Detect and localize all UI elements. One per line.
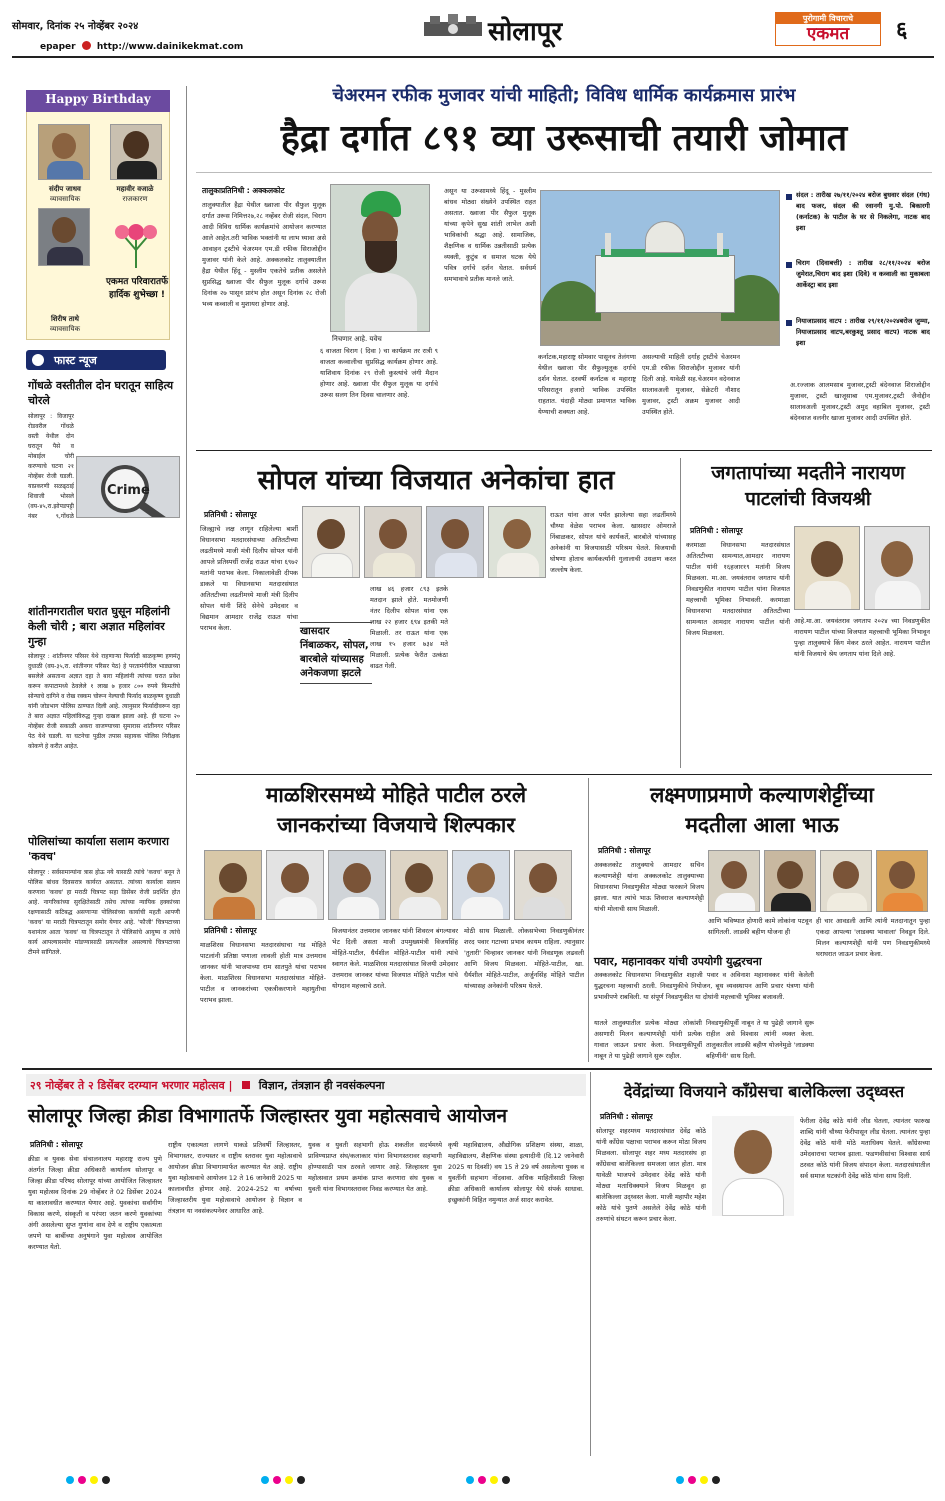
epaper-text: epaper (40, 42, 76, 52)
fast-news-headline-1: गोंधळे वस्तीतील दोन घरातून साहित्य चोरले (28, 379, 174, 407)
schedule-bullet-1 (786, 194, 792, 200)
birthday-role-3: व्यावसायिक (50, 325, 80, 333)
kalyan-photo-3 (820, 850, 872, 912)
avatar-sandeep (38, 124, 90, 180)
malshiras-photo-1 (204, 850, 262, 920)
brand-name: एकमत (806, 24, 850, 44)
section-rule-2 (196, 774, 932, 775)
lead-portrait (330, 184, 430, 332)
schedule-item-1: संदल : तारीख २७/११/२०२४ बरोज बुधवार संदल (गंध) बाद फजर, संदल की रवानगी मु.पो. बिकारगी (कर्नाटक) के पाटील के घर से निकलेगा, नाटक बाद इशा (796, 191, 930, 232)
kalyan-sub-headline: पवार, महानावकर यांची उपयोगी युद्धरचना (594, 955, 762, 968)
lead-col-1: तालुक्यातील हैद्रा येथील ख्वाजा पीर सैफुल मुलूक दर्गात उरूस निमित्त२७,२८ नव्हेंबर रोजी संदल, चिराग आदी विविध धार्मिक कार्यक्रमांचे आयोजन करण्यात आले आहेत.तरी भाविक भक्तांनी या लाभ घ्यावा असे आवाहन ट्रस्टीचे चेअरमन एम.डी रफीक सिराजोद्दीन मुजावर यांनी केले आहे. अक्कलकोट तालुक्यातील हैद्रा येथील हिंदू - मुस्लीम एकतेचे प्रतीक असलेले सुप्रसिद्ध ख्वाजा पीर सैफुल मुलूक दर्गाचे उरूस दिनांक २७ पासून प्रारंभ होत असून दिनांक २८ रोजी भव्य कव्वाली व मुशायरा होणार आहे. (202, 201, 326, 308)
schedule-item-3: नियाजाप्रसाद वाटप : तारीख २९/११/२०२४बरोज जुम्मा, नियाजाप्रसाद वाटप,बरकुश्तू प्रसाद वाटप) नाटक बाद इशा (796, 317, 930, 347)
malshiras-col-2: विजयानंतर उत्तमराव जानकर यांनी शिवरत्न बंगल्यावर भेट दिली असता माजी उपमुख्यमंत्री विजयसिंह मोहिते-पाटील, धैर्यशील मोहिते-पाटील यांनी त्यांचे स्वागत केले. माळशिरस मतदारसंघात विजयी उमेदवार उत्तमराव जानकर यांच्या विजयात मोहिते पाटील यांचे योगदान महत्त्वाचे ठरले. (332, 927, 458, 990)
sopal-photo-2 (364, 506, 422, 578)
festival-headline: सोलापूर जिल्हा क्रीडा विभागातर्फे जिल्हास्तर युवा महोत्सवाचे आयोजन (28, 1105, 508, 1127)
brand-logo (775, 12, 881, 46)
fast-news-label: फास्ट न्यूज (54, 354, 97, 367)
epaper-label (40, 41, 243, 52)
masthead-city: सोलापूर (488, 17, 563, 47)
kalyan-photo-4 (876, 850, 928, 912)
sopal-pull-quote: खासदार निंबाळकर, सोपल, बारबोले यांच्यासह अनेकजणा झटले (300, 622, 372, 684)
kalyan-photo-1 (708, 850, 760, 912)
schedule-bullet-3 (786, 320, 792, 326)
jagtap-col-1: करमाळा विधानसभा मतदारसंघात अतितटीच्या सामन्यात,आमदार नारायण पाटील यांनी १६हजार१९ मतांनी विजय मिळवला. मा.आ. जयवंतराव जगताप यांनी निवडणुकीत नारायण पाटील यांना विजयात महत्त्वाची भूमिका निभावली. करमाळा विधानसभा मतदारसंघात अतितटीच्या सामन्यात आमदार नारायण पाटील यांनी विजय मिळवला. (686, 541, 790, 637)
fast-news-headline-3: पोलिसांच्या कार्याला सलाम करणारा 'कवच' (28, 835, 170, 863)
masthead-emblem (420, 12, 486, 42)
dargah-photo (540, 190, 780, 346)
festival-strip-right: विज्ञान, तंत्रज्ञान ही नवसंकल्पना (258, 1079, 385, 1092)
malshiras-col-1: माळशिरस विधानसभा मतदारसंघाचा गड मोहिते पाटलांनी प्रतिष्ठा पणाला लावली होती मात्र उत्तमराव जानकर यांनी भाजपाच्या राम सातपुते यांचा पराभव केला. माळशिरस विधानसभा मतदारसंघात मोहिते-पाटील व जानकरांच्या एकत्रीकरणाने महायुतीचा पराभव झाला. (200, 941, 326, 1004)
date-line: सोमवार, दिनांक २५ नोव्हेंबर २०२४ (12, 21, 139, 32)
kalyan-credit: प्रतिनिधी : सोलापूर (598, 846, 651, 855)
fadnavis-credit: प्रतिनिधी : सोलापूर (600, 1112, 653, 1121)
kalyan-sub-body: अक्कलकोट विधानसभा निवडणुकीत शहाजी पवार व अविनाश महानावकर यांनी केलेली युद्धरचना महत्त्वाची ठरली. निवडणुकीचे नियोजन, बूथ व्यवस्थापन आणि प्रचार यंत्रणा यांनी प्रभावीपणे राबविली. या संपूर्ण निवडणुकीत या दोघांनी महत्त्वाची भूमिका बजावली. (594, 971, 814, 1001)
festival-square-icon (242, 1081, 250, 1089)
kalyan-col-1: अक्कलकोट तालुक्याचे आमदार सचिन कल्याणशेट्टी यांना अक्कलकोट तालुक्याच्या विधानसभा निवडणुकीत मोठ्या फरकाने विजय झाला. यात त्यांचे भाऊ शिवराज कल्याणशेट्टी यांची मोलाची साथ मिळाली. (594, 861, 704, 913)
avatar-shirish (38, 208, 90, 266)
sopal-col-2b (450, 584, 548, 768)
festival-col-4: कृषी महाविद्यालय, औद्योगिक प्रशिक्षण संस्था, शाळा, महाविद्यालय, शैक्षणिक संस्था इत्यादीनी (दि.12 जानेवारी 2025 या दिवशी) वय 15 ते 29 वर्ष असलेल्या युवक व युवतींनी सहभाग नोंदवावा. अधिक माहितीसाठी जिल्हा क्रीडा अधिकारी कार्यालय सोलापूर येथे संपर्क साधावा. इच्छुकांनी विहित नमुन्यात अर्ज सादर करावेत. (448, 1141, 584, 1204)
lead-col-3: असून या उरूसामध्ये हिंदू - मुस्लीम बांधव मोठ्या संख्येने उपस्थित राहत असतात. ख्वाजा पीर सैफुल मुलूक यांच्या कृपेने सुख शांती लाभेल अशी भाविकांची श्रद्धा आहे. सामाजिक, शैक्षणिक व धार्मिक उन्नतीसाठी प्रत्येक व्यक्ती, कुटुंब व समाज घटक येथे पवित्र दर्गाचे दर्शन घेतात. सर्वधर्म समभावाचे प्रतीक मानले जाते. (444, 187, 536, 283)
birthday-name-2: महावीर वजाळे (116, 185, 154, 193)
birthday-name-1: संदीप जाधव (49, 185, 81, 193)
malshiras-col-3: मोठी साथ मिळाली. लोकसभेच्या निवडणुकीनंतर शरद पवार गटाच्या प्रभाव कायम राहिला. त्यानुसार 'तुतारी' चिन्हावर जानकर यांनी निवडणूक लढवली आणि विजय मिळवला. मोहिते-पाटील, खा. धैर्यशील मोहिते-पाटील, अर्जुनसिंह मोहिते पाटील यांच्यासह अनेकांनी परिश्रम घेतले. (464, 927, 584, 990)
flowers-icon (108, 210, 164, 270)
festival-col-1: क्रीडा व युवक सेवा संचालनालय महाराष्ट्र राज्य पुणे अंतर्गत जिल्हा क्रीडा अधिकारी कार्यालय सोलापूर व जिल्हा क्रीडा परिषद सोलापूर यांच्या आयोजित जिल्हास्तर युवा महोत्सव दिनांक 29 नोव्हेंबर ते 02 डिसेंबर 2024 या कालावधीत करण्यात येणार आहे. युवकांचा सर्वांगीण विकास करणे, संस्कृती व परंपरा जतन करणे युवकांच्या अंगी असलेल्या सुप्त गुणांना वाव देणे व राष्ट्रीय एकात्मता जपणे या बाबींच्या अनुषंगाने युवा महोत्सव आयोजित करण्यात येतो. (28, 1155, 162, 1251)
jagtap-photo-1 (794, 526, 860, 610)
kalyan-col-5: निवडणुकीपूर्वी नाबून ते या पुढेही जागाने सुरू राहील असे विश्वास त्यांनी व्यक्त केला. तालुकातील लाडकी बहीण योजनेमुळे 'लाडक्या बहिणींनी' साथ दिली. (706, 1019, 814, 1060)
sopal-photo-4 (488, 506, 546, 578)
fast-news-body-2: सोलापूर : शांतीनगर परिसर येथे राहणाऱ्या फिर्यादी बाळकृष्ण हणमंतू दुधाळी (वय-३५,रा. शांतीनगर परिसर पेठ) हे परतामंगीरील भाड्याच्या बसलेले असताना अज्ञात दहा ते बारा महिलांनी त्यांच्या घरात प्रवेश करून कपाटामध्ये ठेवलेले १ लाख ७ हजार ८०० रुपये किमतीचे सोन्याचे दागिने व रोख रक्कम चोरून नेल्याची फिर्याद बाळकृष्ण दुधाळी यांनी जोडभाग पोलिस ठाण्यात दिली आहे. त्यानुसार फिर्यादीवरून दहा ते बारा अज्ञात महिलांविरुद्ध गुन्हा दाखल झाला आहे. ही घटना २० नोव्हेंबर रोजी सकाळी अकरा वाजण्याच्या सुमारास शांतीनगर परिसर पेठ येथे घडली. या घटनेचा पुढील तपास सहायक पोलिस निरीक्षक कोकणे हे करीत आहेत. (28, 653, 180, 750)
malshiras-photo-4 (390, 850, 448, 920)
fadnavis-headline: देवेंद्रांच्या विजयाने काँग्रेसचा बालेकिल्ला उद्ध्वस्त (623, 1082, 905, 1101)
birthday-role-1: व्यावसायिक (50, 195, 80, 203)
fast-news-headline-2: शांतीनगरातील घरात घुसून महिलांनी केली चोरी ; बारा अज्ञात महिलांवर गुन्हा (28, 605, 170, 648)
chevron-right-icon (32, 354, 44, 366)
left-column-divider (186, 86, 187, 1052)
jagtap-col-2: आहे.मा.आ. जयवंतराव जगताप २०२४ च्या निवडणुकीत नारायण पाटील यांच्या विजयात महत्त्वाची भूमिका निभावून पुन्हा तालुक्याचे किंग मेकर ठरले आहेत. नारायण पाटील यांनी विजयाचे श्रेय जगताप यांना दिले आहे. (794, 617, 930, 658)
sopal-jagtap-divider (680, 458, 681, 768)
sopal-photo-1 (302, 506, 360, 578)
malshiras-photo-6 (514, 850, 572, 920)
festival-col-2: राष्ट्रीय एकात्मता लागणे याकडे प्रतिवर्षी जिल्हास्तर, विभागस्तर, राज्यस्तर व राष्ट्रीय स्तरावर युवा महोत्सवाचे आयोजन क्रीडा विभागामार्फत करण्यात येत आहे. राष्ट्रीय युवा महोत्सवाचे आयोजन 12 ते 16 जानेवारी 2025 या कालावधीत होणार आहे. 2024-252 या वर्षाच्या जिल्हास्तरीय युवा महोत्सवाचे आयोजन हे विज्ञान व तंत्रज्ञान या नवसंकल्पनेवर आधारित आहे. (168, 1141, 302, 1215)
masthead-rule (12, 56, 934, 58)
section-rule-1 (196, 450, 932, 451)
fadnavis-col-2: फेरीला देवेंद्र कोठे यांनी लीड घेतला, त्यानंतर फारुख शाब्दि यांनी चौथ्या फेरीपासून लीड घेतला. त्यानंतर पुन्हा देवेंद्र कोठे यांनी मोठे मताधिक्य घेतले. काँग्रेसच्या उमेदवाराचा पराभव झाला. फडणवीसांचा विश्वास सार्थ ठरवत कोठे यांनी विजय संपादन केला. मतदारसंघातील सर्व समाज घटकांनी देवेंद्र कोठे यांना साथ दिली. (800, 1117, 930, 1180)
festival-credit: प्रतिनिधी : सोलापूर (30, 1140, 83, 1149)
sopal-col-2: लाख ४६ हजार ८९३ इतके मतदान झाले होते. मतमोजणी नंतर दिलीप सोपल यांना एक लाख २२ हजार ६९४ इतकी मते मिळाली. तर राऊत यांना एक लाख १५ हजार ७३४ मते मिळाली. प्रत्येक फेरीत उत्कंठा वाढत गेली. (370, 585, 448, 670)
malshiras-photo-2 (266, 850, 324, 920)
birthday-role-2: राजकारण (122, 195, 148, 203)
lead-photo-caption: निचणार आहे. यवेच (332, 335, 382, 343)
malshiras-photo-3 (328, 850, 386, 920)
schedule-bullet-2 (786, 262, 792, 268)
fadnavis-photo (712, 1116, 794, 1216)
birthday-wish: एकमत परिवारातर्फे हार्दिक शुभेच्छा ! (105, 277, 169, 300)
birthday-name-3: शिरीष ताथे (50, 315, 79, 323)
jagtap-photo-2 (864, 526, 930, 610)
crime-image (76, 456, 180, 518)
kalyan-col-3: ही चार आवडली आणि त्यांनी मतदानातून पुन्हा एकदा आपल्या 'लाडक्या भावाला' निवडून दिले. मिलन कल्याणशेट्टी यांनी पण निवडणुकीमध्ये घराघरात जाऊन प्रचार केला. (816, 917, 930, 958)
kalyan-col-2: आणि भविष्यात होणारी कामे लोकांना पटवून सांगितली. लाडकी बहीण योजना ही (708, 917, 812, 936)
jagtap-credit: प्रतिनिधी : सोलापूर (690, 526, 743, 535)
lead-kicker: चेअरमन रफीक मुजावर यांची माहिती; विविध धार्मिक कार्यक्रमास प्रारंभ (332, 85, 796, 106)
malshiras-headline-2: जानकरांच्या विजयाचे शिल्पकार (277, 813, 515, 837)
svg-text:Crime: Crime (107, 483, 150, 498)
festival-fadnavis-divider (590, 1072, 591, 1456)
avatar-mahavir (110, 124, 162, 180)
malshiras-photo-5 (452, 850, 510, 920)
kalyan-photo-2 (764, 850, 816, 912)
kalyan-col-4: यातले तालुक्यातील प्रत्येक मोठ्या लोकांशी असणारी मिलन कल्याणशेट्टी यांनी प्रत्येक गावात जाऊन प्रचार केला. निवडणुकीपूर्वी नाबून ते या पुढेही जागाने सुरू राहील. (594, 1019, 702, 1060)
schedule-item-2: चिराग (दिवाबत्ती) : तारीख २८/११/२०२४ बरोज जुमेरात,चिराग बाद इशा (दिवे) व कव्वाली का मुकाबला आर्केस्ट्रा बाद इशा (796, 259, 930, 289)
festival-strip (26, 1074, 586, 1096)
lead-col-5: असल्याची माहिती दर्गाह ट्रस्टीचे चेअरमन एम.डी रफीक सिराजोद्दीन मुजावर यांनी दिली आहे. यावेळी सह.चेअरमन वदेनवाज सालावअली मुजावर, सेक्रेटरी नौशाद मुजावर, ट्रस्टी अक्रम मुजावर आदी उपस्थित होते. (642, 353, 740, 416)
globe-icon (82, 41, 91, 50)
jagtap-headline-1 (684, 460, 932, 512)
sopal-headline: सोपल यांच्या विजयात अनेकांचा हात (257, 465, 615, 496)
page-number: ६ (896, 18, 908, 43)
sopal-photo-3 (426, 506, 484, 578)
fast-news-body-1b (28, 522, 180, 598)
jagtap-headline: जगतापांच्या मदतीने नारायण पाटलांची विजयश्री (711, 462, 905, 510)
epaper-url[interactable]: http://www.dainikekmat.com (96, 42, 244, 52)
fadnavis-col-1b (712, 1222, 796, 1452)
lead-credit: तालुकाप्रतिनिधी : अक्कलकोट (202, 186, 285, 195)
kalyan-headline-1: लक्ष्मणाप्रमाणे कल्याणशेट्टींच्या (650, 783, 874, 807)
kalyan-headline-2: मदतीला आला भाऊ (685, 813, 839, 837)
malshiras-headline-1: माळशिरसमध्ये मोहिते पाटील ठरले (265, 783, 527, 807)
brand-tagline: पुरोगामी विचाराचे (776, 13, 880, 24)
printer-marks (0, 1468, 945, 1492)
birthday-title: Happy Birthday (45, 92, 151, 106)
sopal-col-1: जिल्ह्याचे लक्ष लागून राहिलेल्या बार्शी विधानसभा मतदारसंघाच्या अतितटीच्या लढतीमध्ये माजी मंत्री दिलीप सोपल यांनी आपले प्रतिस्पर्धी राजेंद्र राऊत यांचा ६९७२ मतांनी पराभव केला. निकालावेळी दीपक डाकले या विधानसभा मतदारसंघात अतितटीच्या लढतीमध्ये माजी मंत्री दिलीप सोपल यांनी शिंदे सेनेचे उमेदवार व विद्यमान आमदार राजेंद्र राऊत यांचा पराभव केला. (200, 525, 298, 632)
fast-news-body-1: सोलापूर : विजापूर रोडवरील गोंधळे वस्ती येथील दोन घरातून पैसे व मोबाईल चोरी करण्याचे घटना २१ नोव्हेंबर रोजी घडली. याप्रकरणी सळढ्ठाई शिवाजी भोसले (वय-४५,रा.झोपडपट्टी नंबर ९,गोंधळे (28, 413, 74, 520)
festival-strip-left: २९ नोव्हेंबर ते २ डिसेंबर दरम्यान भरणार महोत्सव | (30, 1079, 233, 1092)
sopal-credit: प्रतिनिधी : सोलापूर (204, 510, 257, 519)
fadnavis-col-1: सोलापूर शहरमध्य मतदारसंघात देवेंद्र कोठे यांनी काँग्रेस पक्षाचा पराभव करून मोठा विजय मिळवला. सोलापूर शहर मध्य मतदारसंघ हा काँग्रेसचा बालेकिल्ला समजला जात होता. मात्र यावेळी भाजपचे उमेदवार देवेंद्र कोठे यांनी मोठ्या मताधिक्क्याने विजय मिळवून हा बालेकिल्ला उद्ध्वस्त केला. माजी महापौर महेश कोठे यांचे पुतणे असलेले देवेंद्र कोठे यांनी तरुणांचे संघटन करून प्रचार केला. (596, 1127, 706, 1223)
lead-headline: हैद्रा दर्गात ८९१ व्या उरूसाची तयारी जोमात (280, 118, 848, 159)
malshiras-kalyan-divider (588, 778, 589, 1062)
lead-rule (196, 172, 932, 173)
lead-col-4: कर्नाटक,महाराष्ट्र सोमवार पासूनच तेलंगणा येथील ख्वाजा पीर सैफुल्मुलूक दर्गाचे दर्शन घेतात. दरवर्षी कर्नाटक व महाराष्ट्र परिसरातून हजारो भाविक उपस्थित राहतात. यंदाही मोठ्या प्रमाणात भाविक येण्याची शक्यता आहे. (538, 353, 636, 416)
lead-col-6: अ.रज्जाक आलमसाब मुजावर,ट्रस्टी बंदेनवाज शिराजोद्दीन मुजावर, ट्रस्टी खाजूसाबा एम.मुजावर,ट्रस्टी जैनोद्दीन सालावअली मुजावर,ट्रस्टी अमुद वहाबिल मुजावर, ट्रस्टी बंदेनवाज वलनीर खाजा मुजावर आदी उपस्थित होते. (790, 381, 930, 422)
malshiras-credit: प्रतिनिधी : सोलापूर (204, 926, 257, 935)
festival-top-rule (22, 1068, 932, 1070)
festival-col-3: युवक व युवती सहभागी होऊ शकतील सदर्भमध्ये प्राविण्यप्राप्त संघ/कलाकार यांना विभागस्तरावर सहभागी होण्यासाठी पात्र ठरवले जाणार आहे. जिल्हास्तर युवा महोत्सवात प्रथम क्रमांक प्राप्त करणारा संघ युवक व युवती यांना विभागस्तरावर निवड करण्यात येत आहे. (308, 1141, 442, 1193)
sopal-col-3: राऊत यांना आज पर्यंत झालेल्या सहा लढतींमध्ये चौथ्या वेळेस पराभव केला. खासदार ओमराजे निंबाळकर, सोपल यांचे कार्यकर्ते, बारबोले यांच्यासह अनेकांनी या विजयासाठी परिश्रम घेतले. विजयाची घोषणा होताच कार्यकर्त्यांनी गुलालाची उधळण करत जल्लोष केला. (550, 511, 676, 574)
lead-col-2: ६ वाजता चिराग ( दिवा ) चा कार्यक्रम तर रात्री ९ वाजता कव्वालीचा सुप्रसिद्ध कार्यक्रम होणार आहे. याशिवाय दिनांक २९ रोजी कुस्त्यांचे जंगी मैदान होणार आहे. ख्वाजा पीर सैफुल मुलूक या दर्गाचे उरूस सलग तिन दिवस चालणार आहे. (320, 347, 438, 399)
fast-news-body-3: सोलापूर : सर्वसामान्यांना त्रास होऊ नये यासाठी त्यांचे 'कवच' बनून ते पोलिस बांधव दिवसरात्र कार्यरत असतात. त्यांच्या कार्याला सलाम करणारा 'कवच' हा मराठी चित्रपट सहा डिसेंबर रोजी प्रदर्शित होत आहे. नागरिकांच्या सुरक्षितेसाठी तसेच त्यांच्या न्यायिक हक्कांच्या रक्षणासाठी कटिबद्ध असणाऱ्या पोलिसांच्या कार्याची महती आपणी 'कवच' या मराठी चित्रपटातून समोर येणार आहे. 'फौजी' चित्रपटाच्या यशानंतर आता 'कवच' या चित्रपटातून ते पोलिसांचे आयुष्य व त्यांचे कार्य आपल्यासमोर मांडण्यासाठी प्रयत्नशील असल्याचे चित्रपटाच्या टीमने सांगितले. (28, 869, 180, 956)
